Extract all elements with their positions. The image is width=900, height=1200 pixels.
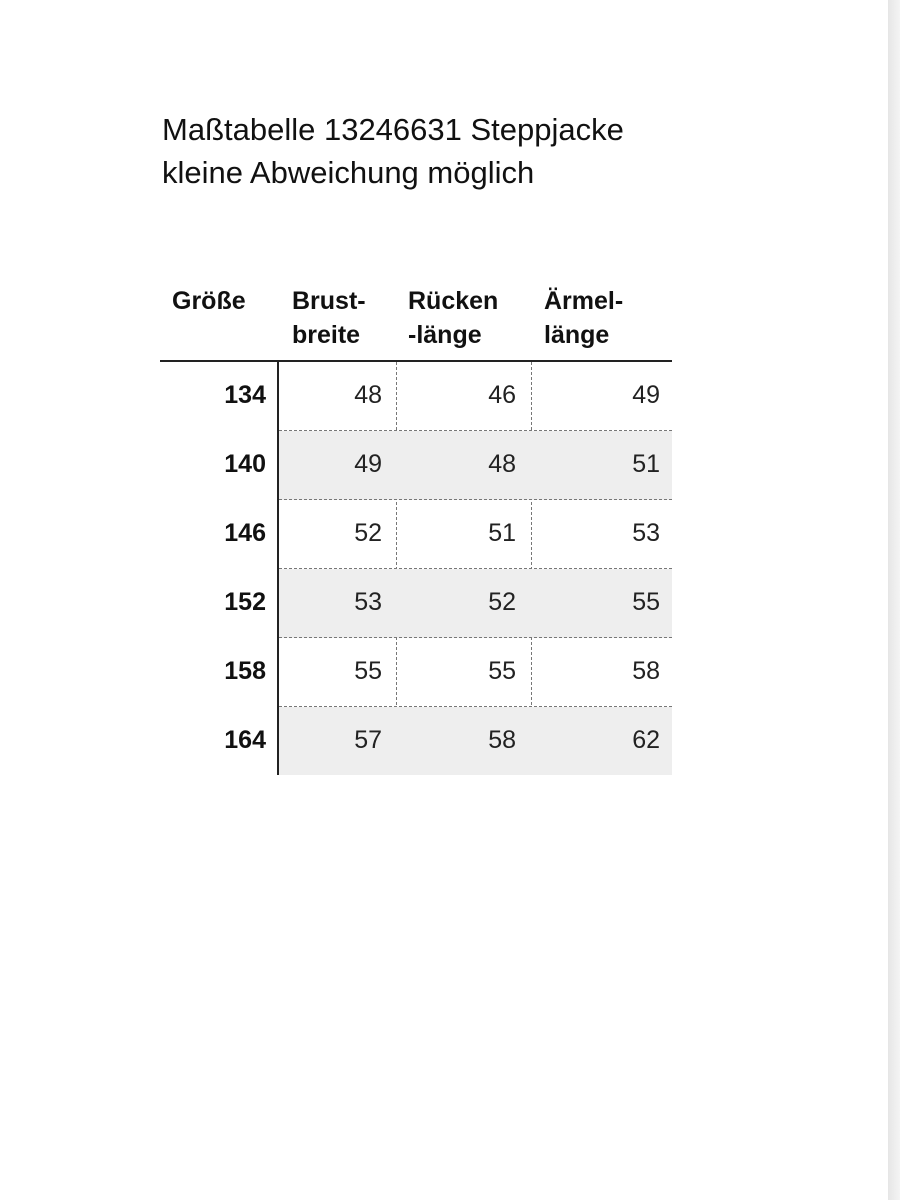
header-back-length: Rücken -länge — [408, 287, 499, 349]
size-cell: 134 — [224, 381, 266, 409]
back-length-cell: 48 — [488, 450, 516, 478]
back-length-cell: 58 — [488, 726, 516, 754]
sleeve-length-cell: 58 — [632, 657, 660, 685]
back-length-cell: 52 — [488, 588, 516, 616]
table-row — [224, 638, 672, 707]
chest-width-cell: 55 — [354, 657, 382, 685]
page-subtitle: kleine Abweichung möglich — [162, 155, 535, 190]
size-table — [160, 278, 672, 775]
table-body — [224, 362, 672, 775]
table-header — [160, 278, 672, 362]
table-row — [224, 431, 672, 500]
size-cell: 158 — [224, 657, 266, 685]
chest-width-cell: 57 — [354, 726, 382, 754]
sleeve-length-cell: 53 — [632, 519, 660, 547]
table-row — [224, 707, 672, 775]
header-chest-width: Brust- breite — [292, 287, 366, 349]
size-cell: 164 — [224, 726, 266, 754]
back-length-cell: 55 — [488, 657, 516, 685]
sleeve-length-cell: 62 — [632, 726, 660, 754]
chest-width-cell: 52 — [354, 519, 382, 547]
table-row — [224, 500, 672, 569]
table-row — [224, 569, 672, 638]
chest-width-cell: 49 — [354, 450, 382, 478]
table-row — [224, 362, 672, 431]
size-cell: 146 — [224, 519, 266, 547]
chest-width-cell: 48 — [354, 381, 382, 409]
back-length-cell: 51 — [488, 519, 516, 547]
page-title: Maßtabelle 13246631 Steppjacke — [162, 112, 624, 147]
header-size: Größe — [172, 287, 246, 315]
sleeve-length-cell: 49 — [632, 381, 660, 409]
chest-width-cell: 53 — [354, 588, 382, 616]
title-block — [162, 108, 782, 194]
page-edge — [888, 0, 900, 1200]
header-sleeve-length: Ärmel- länge — [544, 287, 624, 349]
sleeve-length-cell: 51 — [632, 450, 660, 478]
back-length-cell: 46 — [488, 381, 516, 409]
size-cell: 140 — [224, 450, 266, 478]
size-cell: 152 — [224, 588, 266, 616]
sleeve-length-cell: 55 — [632, 588, 660, 616]
